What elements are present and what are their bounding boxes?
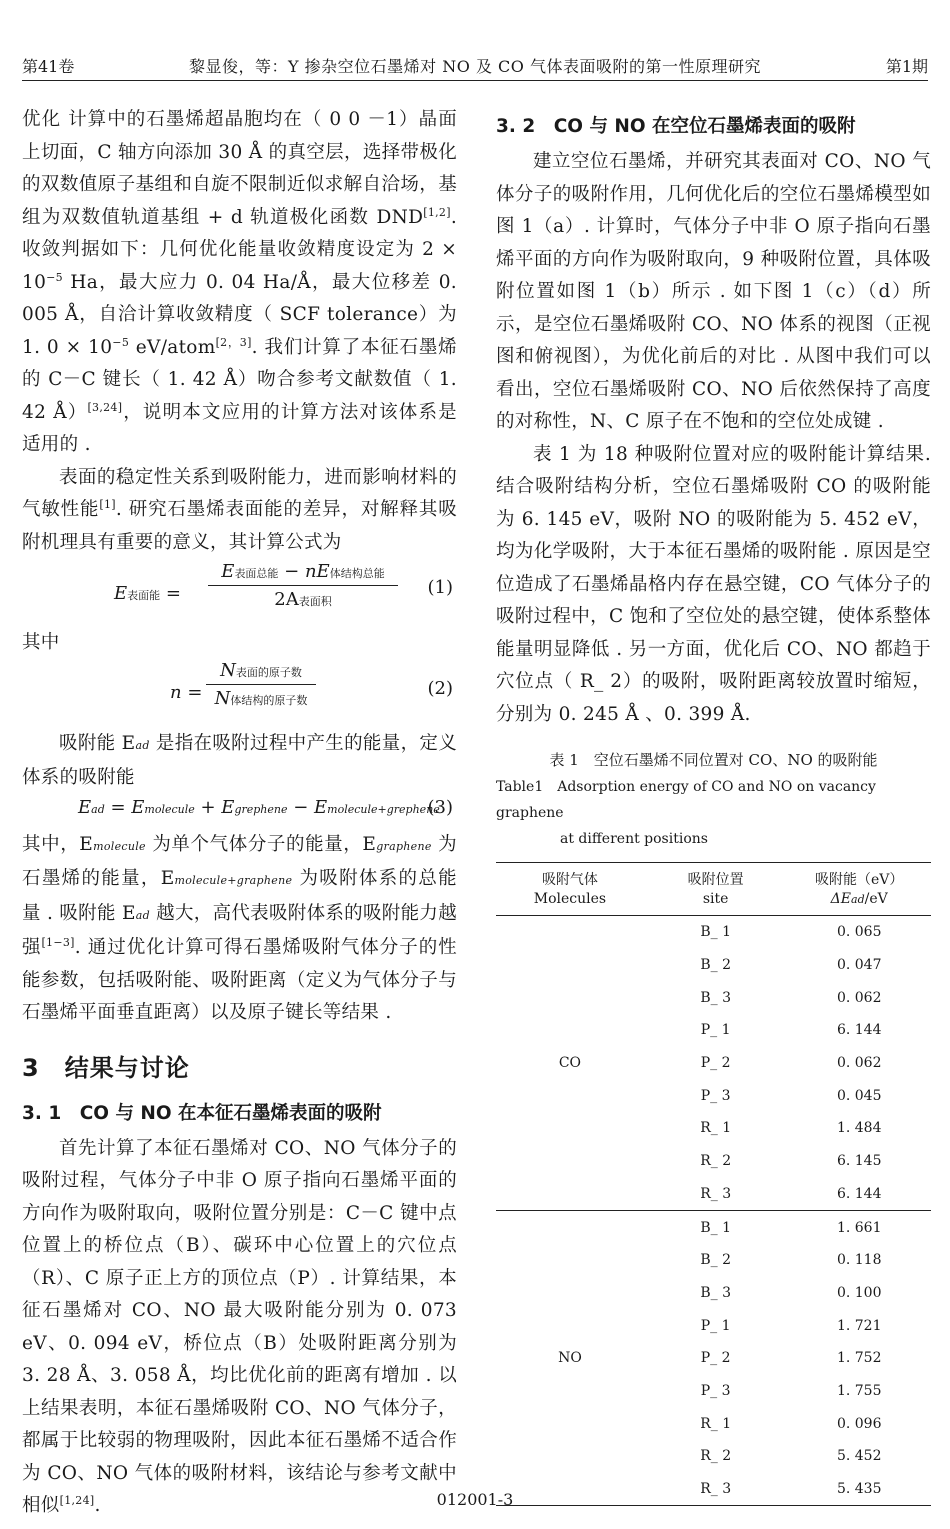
subsection-heading-3-2: 3. 2 CO 与 NO 在空位石墨烯表面的吸附 — [496, 116, 856, 137]
paragraph-table-discussion: 表 1 为 18 种吸附位置对应的吸附能计算结果. 结合吸附结构分析，空位石墨烯吸附 CO 的吸附能为 6. 145 eV，吸附 NO 的吸附能为 5. 452 eV，均为化学吸附，大于本征石墨烯的吸附能 . 原因是空位造成了石墨烯晶格内存在悬空键，CO 气体分子的吸附过程中，C 饱和了空位处的悬空键，使体系整体能量明显降低 . 另一方面，优化后 CO、NO 都趋于穴位点（ R_ 2）的吸附，吸附距离较放置时缩短，分别为 0. 245 Å 、0. 399 Å. — [496, 443, 931, 725]
equation-1: E表面能 = E表面总能 − nE体结构总能 2A表面积 (1) — [114, 561, 453, 610]
col-header-energy: 吸附能（eV） ΔEad/eV — [787, 863, 931, 916]
energy-cell: 1. 721 — [836, 1317, 882, 1334]
left-column — [22, 104, 457, 1523]
site-cell: B_ 2 — [700, 1252, 731, 1269]
col-header-site: 吸附位置 site — [644, 863, 788, 916]
site-cell: P_ 1 — [700, 1022, 731, 1039]
gas-cell: CO — [558, 1055, 582, 1072]
energy-cell: 6. 145 — [836, 1153, 882, 1170]
table-row — [496, 1211, 931, 1244]
table-caption-cn: 表 1 空位石墨烯不同位置对 CO、NO 的吸附能 — [549, 751, 878, 769]
energy-cell: 0. 062 — [836, 1055, 882, 1072]
energy-cell: 0. 096 — [836, 1415, 882, 1432]
site-cell: B_ 3 — [700, 1284, 731, 1301]
table-row — [496, 916, 931, 949]
site-cell: P_ 3 — [700, 1382, 731, 1399]
adsorption-energy-table — [496, 862, 931, 1506]
right-column — [496, 104, 931, 1506]
site-cell: B_ 1 — [700, 924, 731, 941]
running-header — [22, 54, 928, 81]
site-cell: B_ 1 — [644, 1211, 788, 1244]
energy-cell: 0. 100 — [836, 1284, 882, 1301]
paragraph-adsorption-energy: 吸附能 Ead 是指在吸附过程中产生的能量，定义体系的吸附能 — [22, 732, 458, 788]
site-cell: B_ 2 — [700, 957, 731, 974]
paragraph-method: 优化 计算中的石墨烯超晶胞均在（ 0 0 －1）晶面上切面，C 轴方向添加 30 Å 的真空层，选择带极化的双数值原子基组和自旋不限制近似求解自洽场，基组为双数值轨道基组 + d 轨道极化函数 DND[1,2]. 收敛判据如下：几何优化能量收敛精度设定为 $2 \times 10^{-5}$ Ha，最大应力 0. 04 Ha/Å，最大位移差 0. 005 Å，自洽计算收敛精度（ SCF tolerance）为 1. $0 \times 10^{-5}$ eV/atom[2，3]. 我们计算了本征石墨烯的 C－C 键长（ 1. 42 Å）吻合参考文献数值（ 1. 42 Å）[3,24]，说明本文应用的计算方法对该体系是适用的 . — [22, 109, 457, 455]
energy-cell: 0. 065 — [836, 924, 882, 941]
paragraph-where: 其中，Emolecule 为单个气体分子的能量，Egraphene 为石墨烯的能量，Emolecule+graphene 为吸附体系的总能量 . 吸附能 Ead 越大，高代表吸附体系的吸附能力越强[1−3]. 通过优化计算可得石墨烯吸附气体分子的性能参数，包括吸附能、吸附距离（定义为气体分子与石墨烯平面垂直距离）以及原子键长等结果 . — [22, 833, 458, 1023]
table-body — [496, 916, 931, 1506]
gas-cell: NO — [496, 1211, 644, 1506]
energy-cell: 0. 062 — [836, 989, 882, 1006]
paragraph-surface-energy: 表面的稳定性关系到吸附能力，进而影响材料的气敏性能[1]. 研究石墨烯表面能的差异，对解释其吸附机理具有重要的意义，其计算公式为 — [22, 466, 458, 553]
energy-cell: 1. 755 — [836, 1382, 882, 1399]
site-cell: R_ 2 — [700, 1448, 732, 1465]
site-cell: R_ 2 — [700, 1153, 732, 1170]
site-cell: R_ 3 — [700, 1185, 732, 1202]
equation-3: Ead = Emolecule + Egrephene − Emolecule+grephene (3) — [78, 796, 453, 818]
paragraph-vacancy: 建立空位石墨烯，并研究其表面对 CO、NO 气体分子的吸附作用，几何优化后的空位石墨烯模型如图 1（a）. 计算时，气体分子中非 O 原子指向石墨烯平面的方向作为吸附取向，9 种吸附位置，具体吸附位置如图 1（b）所示 . 如下图 1（c）（d）所示，是空位石墨烯吸附 CO、NO 体系的视图（正视图和俯视图），为优化前后的对比 . 从图中我们可以看出，空位石墨烯吸附 CO、NO 后依然保持了高度的对称性，N、C 原子在不饱和的空位处成键 . — [496, 151, 931, 432]
site-cell: P_ 2 — [700, 1350, 731, 1367]
energy-cell: 0. 118 — [836, 1252, 882, 1269]
energy-cell: 1. 661 — [787, 1211, 931, 1244]
energy-cell: 6. 144 — [836, 1022, 882, 1039]
site-cell: P_ 3 — [700, 1087, 731, 1104]
energy-cell: 1. 752 — [836, 1350, 882, 1367]
page-number: 012001-3 — [436, 1490, 514, 1509]
site-cell: B_ 3 — [700, 989, 731, 1006]
running-title: 黎显俊，等：Y 掺杂空位石墨烯对 NO 及 CO 气体表面吸附的第一性原理研究 — [189, 57, 761, 76]
energy-cell: 0. 045 — [836, 1087, 882, 1104]
site-cell: R_ 1 — [700, 1415, 732, 1432]
energy-cell: 1. 484 — [836, 1120, 882, 1137]
energy-cell: 5. 435 — [787, 1473, 931, 1506]
subsection-heading-3-1: 3. 1 CO 与 NO 在本征石墨烯表面的吸附 — [22, 1102, 382, 1124]
energy-cell: 5. 452 — [836, 1448, 882, 1465]
qizhong-label: 其中 — [22, 632, 60, 653]
table-caption-en: Table1 Adsorption energy of CO and NO on vacancy graphene at different positions — [496, 779, 876, 847]
col-header-gas: 吸附气体 Molecules — [496, 863, 644, 916]
section-heading-results: 3 结果与讨论 — [22, 1053, 190, 1082]
energy-cell: 6. 144 — [836, 1185, 882, 1202]
issue-label: 第1期 — [885, 57, 928, 76]
site-cell: P_ 1 — [700, 1317, 731, 1334]
energy-cell: 0. 047 — [836, 957, 882, 974]
paragraph-intrinsic: 首先计算了本征石墨烯对 CO、NO 气体分子的吸附过程，气体分子中非 O 原子指向石墨烯平面的方向作为吸附取向，吸附位置分别是：C－C 键中点位置上的桥位点（B）、碳环中心位置上的穴位点（R）、C 原子正上方的顶位点（P）. 计算结果，本征石墨烯对 CO、NO 最大吸附能分别为 0. 073 eV、0. 094 eV，桥位点（B）处吸附距离分别为 3. 28 Å、3. 058 Å，均比优化前的距离有增加 . 以上结果表明，本征石墨烯吸附 CO、NO 气体分子，都属于比较弱的物理吸附，因此本征石墨烯不适合作为 CO、NO 气体的吸附材料，该结论与参考文献中相似[1,24]. — [22, 1137, 457, 1516]
site-cell: R_ 3 — [644, 1473, 788, 1506]
volume-label: 第41卷 — [22, 57, 75, 76]
site-cell: R_ 1 — [700, 1120, 732, 1137]
site-cell: P_ 2 — [700, 1055, 731, 1072]
equation-2: n = N表面的原子数 N体结构的原子数 (2) — [170, 659, 453, 709]
